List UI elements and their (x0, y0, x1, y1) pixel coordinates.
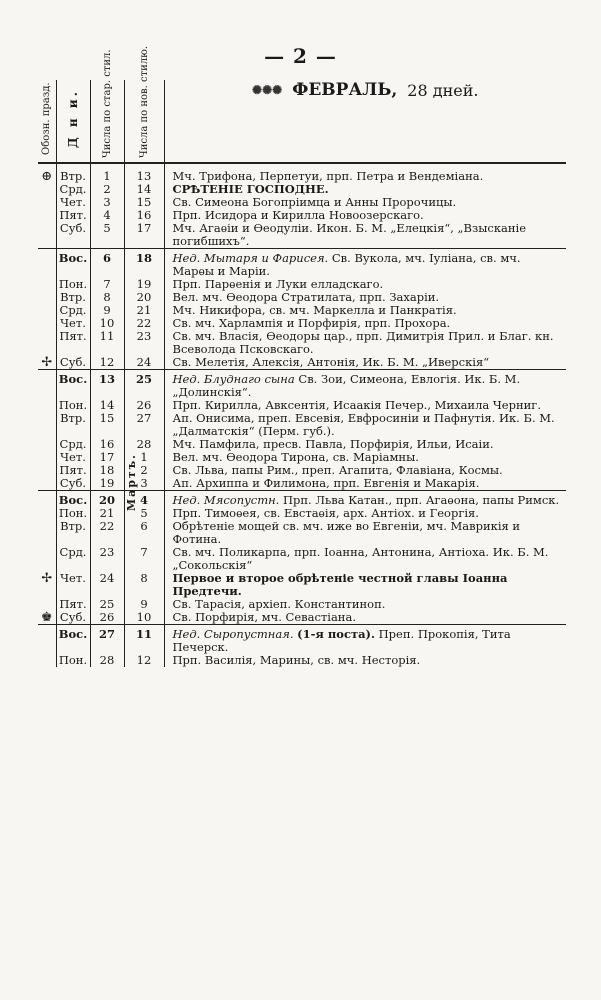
saints-text: Вел. мч. Ѳеодора Стратилата, прп. Захаріи. (172, 290, 440, 304)
feast-cross-icon: ✢ (41, 571, 53, 586)
weekday: Пят. (59, 208, 87, 222)
saints-text: Св. мч. Харлампія и Порфирія, прп. Прохора. (172, 316, 451, 330)
page-number: — 2 — (264, 44, 337, 68)
old-style-date: 12 (99, 355, 115, 369)
old-style-date: 24 (99, 571, 115, 585)
new-style-date: 11 (135, 627, 152, 641)
calendar-row (38, 356, 566, 370)
old-style-date: 27 (98, 627, 115, 641)
old-style-date: 4 (103, 208, 111, 222)
old-style-date: 7 (103, 277, 111, 291)
old-style-date: 10 (99, 316, 115, 330)
weekday: Вос. (58, 493, 88, 507)
weekday: Срд. (59, 545, 87, 559)
new-style-date: 6 (140, 519, 148, 533)
weekday: Чет. (60, 316, 86, 330)
new-style-date: 27 (136, 411, 152, 425)
weekday: Чет. (60, 195, 86, 209)
old-style-date: 20 (98, 493, 115, 507)
weekday: Суб. (59, 476, 87, 490)
header-old-style: Числа по стар. стил. (90, 80, 124, 163)
sunday-name: Нед. Мясопустн. (172, 493, 280, 507)
weekday: Пон. (58, 398, 88, 412)
header-feast: Обозн. празд. (38, 80, 56, 163)
old-style-date: 13 (98, 372, 115, 386)
calendar-row (38, 611, 566, 625)
weekday: Срд. (59, 303, 87, 317)
calendar-row (38, 654, 566, 667)
new-style-date: 2 (140, 463, 148, 477)
weekday: Втр. (60, 169, 86, 183)
weekday: Пон. (58, 277, 88, 291)
new-style-date: 16 (136, 208, 152, 222)
new-style-date: 12 (136, 653, 152, 667)
new-style-date: 14 (136, 182, 152, 196)
old-style-date: 22 (99, 519, 115, 533)
calendar-row (38, 163, 566, 183)
old-style-date: 19 (99, 476, 115, 490)
new-style-date: 15 (136, 195, 152, 209)
saints-text: Св. Вукола, мч. Іуліана, св. мч. Марѳы и Маріи. (172, 251, 521, 278)
calendar-table (38, 45, 566, 667)
new-style-date: 8 (140, 571, 148, 585)
new-style-date: 23 (136, 329, 152, 343)
saints-text: Св. мч. Власія, Ѳеодоры цар., прп. Димитрія Прил. и Благ. кн. Всеволода Псковскаго. (172, 329, 554, 356)
old-style-date: 25 (99, 597, 115, 611)
new-style-date: 26 (136, 398, 152, 412)
weekday: Срд. (59, 437, 87, 451)
weekday: Суб. (59, 610, 87, 624)
weekday: Чет. (60, 450, 86, 464)
sunday-name: Нед. Блуднаго сына (172, 372, 295, 386)
old-style-date: 5 (103, 221, 111, 235)
saints-text: Мч. Никифора, св. мч. Маркелла и Панкратія. (172, 303, 457, 317)
weekday: Пят. (59, 597, 87, 611)
march-label: Мартъ. (124, 453, 138, 512)
old-style-date: 11 (99, 329, 115, 343)
old-style-date: 21 (99, 506, 115, 520)
saints-text: Прп. Льва Катан., прп. Агаѳона, папы Римск. (283, 493, 560, 507)
calendar-row (38, 520, 566, 546)
saints-text: Ап. Архиппа и Филимона, прп. Евгенія и Макарія. (172, 476, 480, 490)
weekday: Суб. (59, 355, 87, 369)
saints-text: Св. Зои, Симеона, Евлогія. Ик. Б. М. „Долинскія“. (172, 372, 521, 399)
saints-text: Мч. Агаѳіи и Ѳеодуліи. Икон. Б. М. „Елецкія“, „Взысканіе погибшихъ“. (172, 221, 527, 248)
new-style-date: 13 (136, 169, 152, 183)
saints-text: Вел. мч. Ѳеодора Тирона, св. Маріамны. (172, 450, 419, 464)
saints-text: Св. мч. Поликарпа, прп. Іоанна, Антонина, Антіоха. Ик. Б. М. „Сокольскія“ (172, 545, 549, 572)
saints-text: Мч. Памфила, пресв. Павла, Порфирія, Ильи, Исаіи. (172, 437, 494, 451)
new-style-date: 20 (136, 290, 152, 304)
feast-cross-icon: ✢ (41, 355, 53, 370)
old-style-date: 23 (99, 545, 115, 559)
calendar-row (38, 572, 566, 598)
calendar-row (38, 491, 566, 508)
saints-text: Св. Тарасія, архіеп. Константиноп. (172, 597, 386, 611)
sunday-name: Нед. Сыропустная. (172, 627, 294, 641)
fast-note: (1-я поста). (297, 627, 375, 641)
old-style-date: 26 (99, 610, 115, 624)
weekday: Вос. (58, 627, 88, 641)
calendar-row (38, 370, 566, 400)
old-style-date: 8 (103, 290, 111, 304)
saints-text: Прп. Исидора и Кирилла Новоозерскаго. (172, 208, 424, 222)
old-style-date: 15 (99, 411, 115, 425)
calendar-row (38, 625, 566, 655)
calendar-row (38, 330, 566, 356)
weekday: Срд. (59, 182, 87, 196)
saints-text: Св. Симеона Богопріимца и Анны Пророчицы. (172, 195, 457, 209)
new-style-date: 10 (136, 610, 152, 624)
weekday: Пон. (58, 653, 88, 667)
weekday: Пон. (58, 506, 88, 520)
weekday: Чет. (60, 571, 86, 585)
weekday: Пят. (59, 329, 87, 343)
weekday: Вос. (58, 251, 88, 265)
feast-crown-icon: ♚ (40, 610, 53, 625)
new-style-date: 9 (140, 597, 148, 611)
header-new-style: Числа по нов. стилю. (124, 80, 164, 163)
old-style-date: 6 (102, 251, 111, 265)
weekday: Втр. (60, 290, 86, 304)
new-style-date: 22 (136, 316, 152, 330)
header-days: Д н и. (56, 80, 90, 163)
saints-text: Прп. Тимоѳея, св. Евстаѳія, арх. Антіох. и Георгія. (172, 506, 479, 520)
saints-text: Св. Порфирія, мч. Севастіана. (172, 610, 356, 624)
saints-text: Св. Мелетія, Алексія, Антонія, Ик. Б. М. „Иверскія“ (172, 355, 490, 369)
saints-text: Прп. Кирилла, Авксентія, Исаакія Печер., Михаила Черниг. (172, 398, 541, 412)
feast-cross-circle-icon: ⊕ (41, 169, 53, 184)
header-month (164, 80, 566, 163)
saints-text: Св. Льва, папы Рим., преп. Агапита, Флавіана, Космы. (172, 463, 503, 477)
calendar-row (38, 249, 566, 279)
old-style-date: 9 (103, 303, 111, 317)
weekday: Вос. (58, 372, 88, 386)
calendar-row (38, 222, 566, 249)
saints-text: Мч. Трифона, Перпетуи, прп. Петра и Вендеміана. (172, 169, 484, 183)
calendar-row (38, 546, 566, 572)
weekday: Втр. (60, 411, 86, 425)
saints-text: Ап. Онисима, преп. Евсевія, Евфросиніи и Пафнутія. Ик. Б. М. „Далматскія“ (Перм. губ.). (172, 411, 555, 438)
old-style-date: 28 (99, 653, 115, 667)
new-style-date: 1 (140, 450, 148, 464)
new-style-date: 5 (140, 506, 148, 520)
weekday: Пят. (59, 463, 87, 477)
month-days: 28 дней. (407, 80, 479, 100)
saints-text: Прп. Парѳенія и Луки елладскаго. (172, 277, 384, 291)
sunday-name: Нед. Мытаря и Фарисея. (172, 251, 329, 265)
calendar-row (38, 412, 566, 438)
old-style-date: 16 (99, 437, 115, 451)
old-style-date: 3 (103, 195, 111, 209)
new-style-date: 21 (136, 303, 152, 317)
calendar-row (38, 477, 566, 491)
new-style-date: 28 (136, 437, 152, 451)
new-style-date: 7 (140, 545, 148, 559)
old-style-date: 18 (99, 463, 115, 477)
old-style-date: 14 (99, 398, 115, 412)
saints-text: Обрѣтеніе мощей св. мч. иже во Евгеніи, мч. Маврикія и Фотина. (172, 519, 521, 546)
new-style-date: 19 (136, 277, 152, 291)
saints-text: СРѢТЕНІЕ ГОСПОДНЕ. (172, 182, 329, 196)
new-style-date: 4 (139, 493, 148, 507)
new-style-date: 17 (136, 221, 152, 235)
weekday: Втр. (60, 519, 86, 533)
new-style-date: 3 (140, 476, 148, 490)
saints-text: Преп. Прокопія, Тита Печерск. (172, 627, 511, 654)
new-style-date: 24 (136, 355, 152, 369)
weekday: Суб. (59, 221, 87, 235)
saints-text: Прп. Василія, Марины, св. мч. Несторія. (172, 653, 421, 667)
new-style-date: 18 (135, 251, 152, 265)
old-style-date: 1 (103, 169, 111, 183)
header-row (38, 80, 566, 163)
new-style-date: 25 (135, 372, 152, 386)
month-name: ФЕВРАЛЬ, (292, 80, 398, 100)
old-style-date: 17 (99, 450, 115, 464)
ornament-icon: ✺✺✺ (252, 83, 283, 97)
old-style-date: 2 (103, 182, 111, 196)
saints-text: Первое и второе обрѣтеніе честной главы Іоанна Предтечи. (172, 571, 508, 598)
